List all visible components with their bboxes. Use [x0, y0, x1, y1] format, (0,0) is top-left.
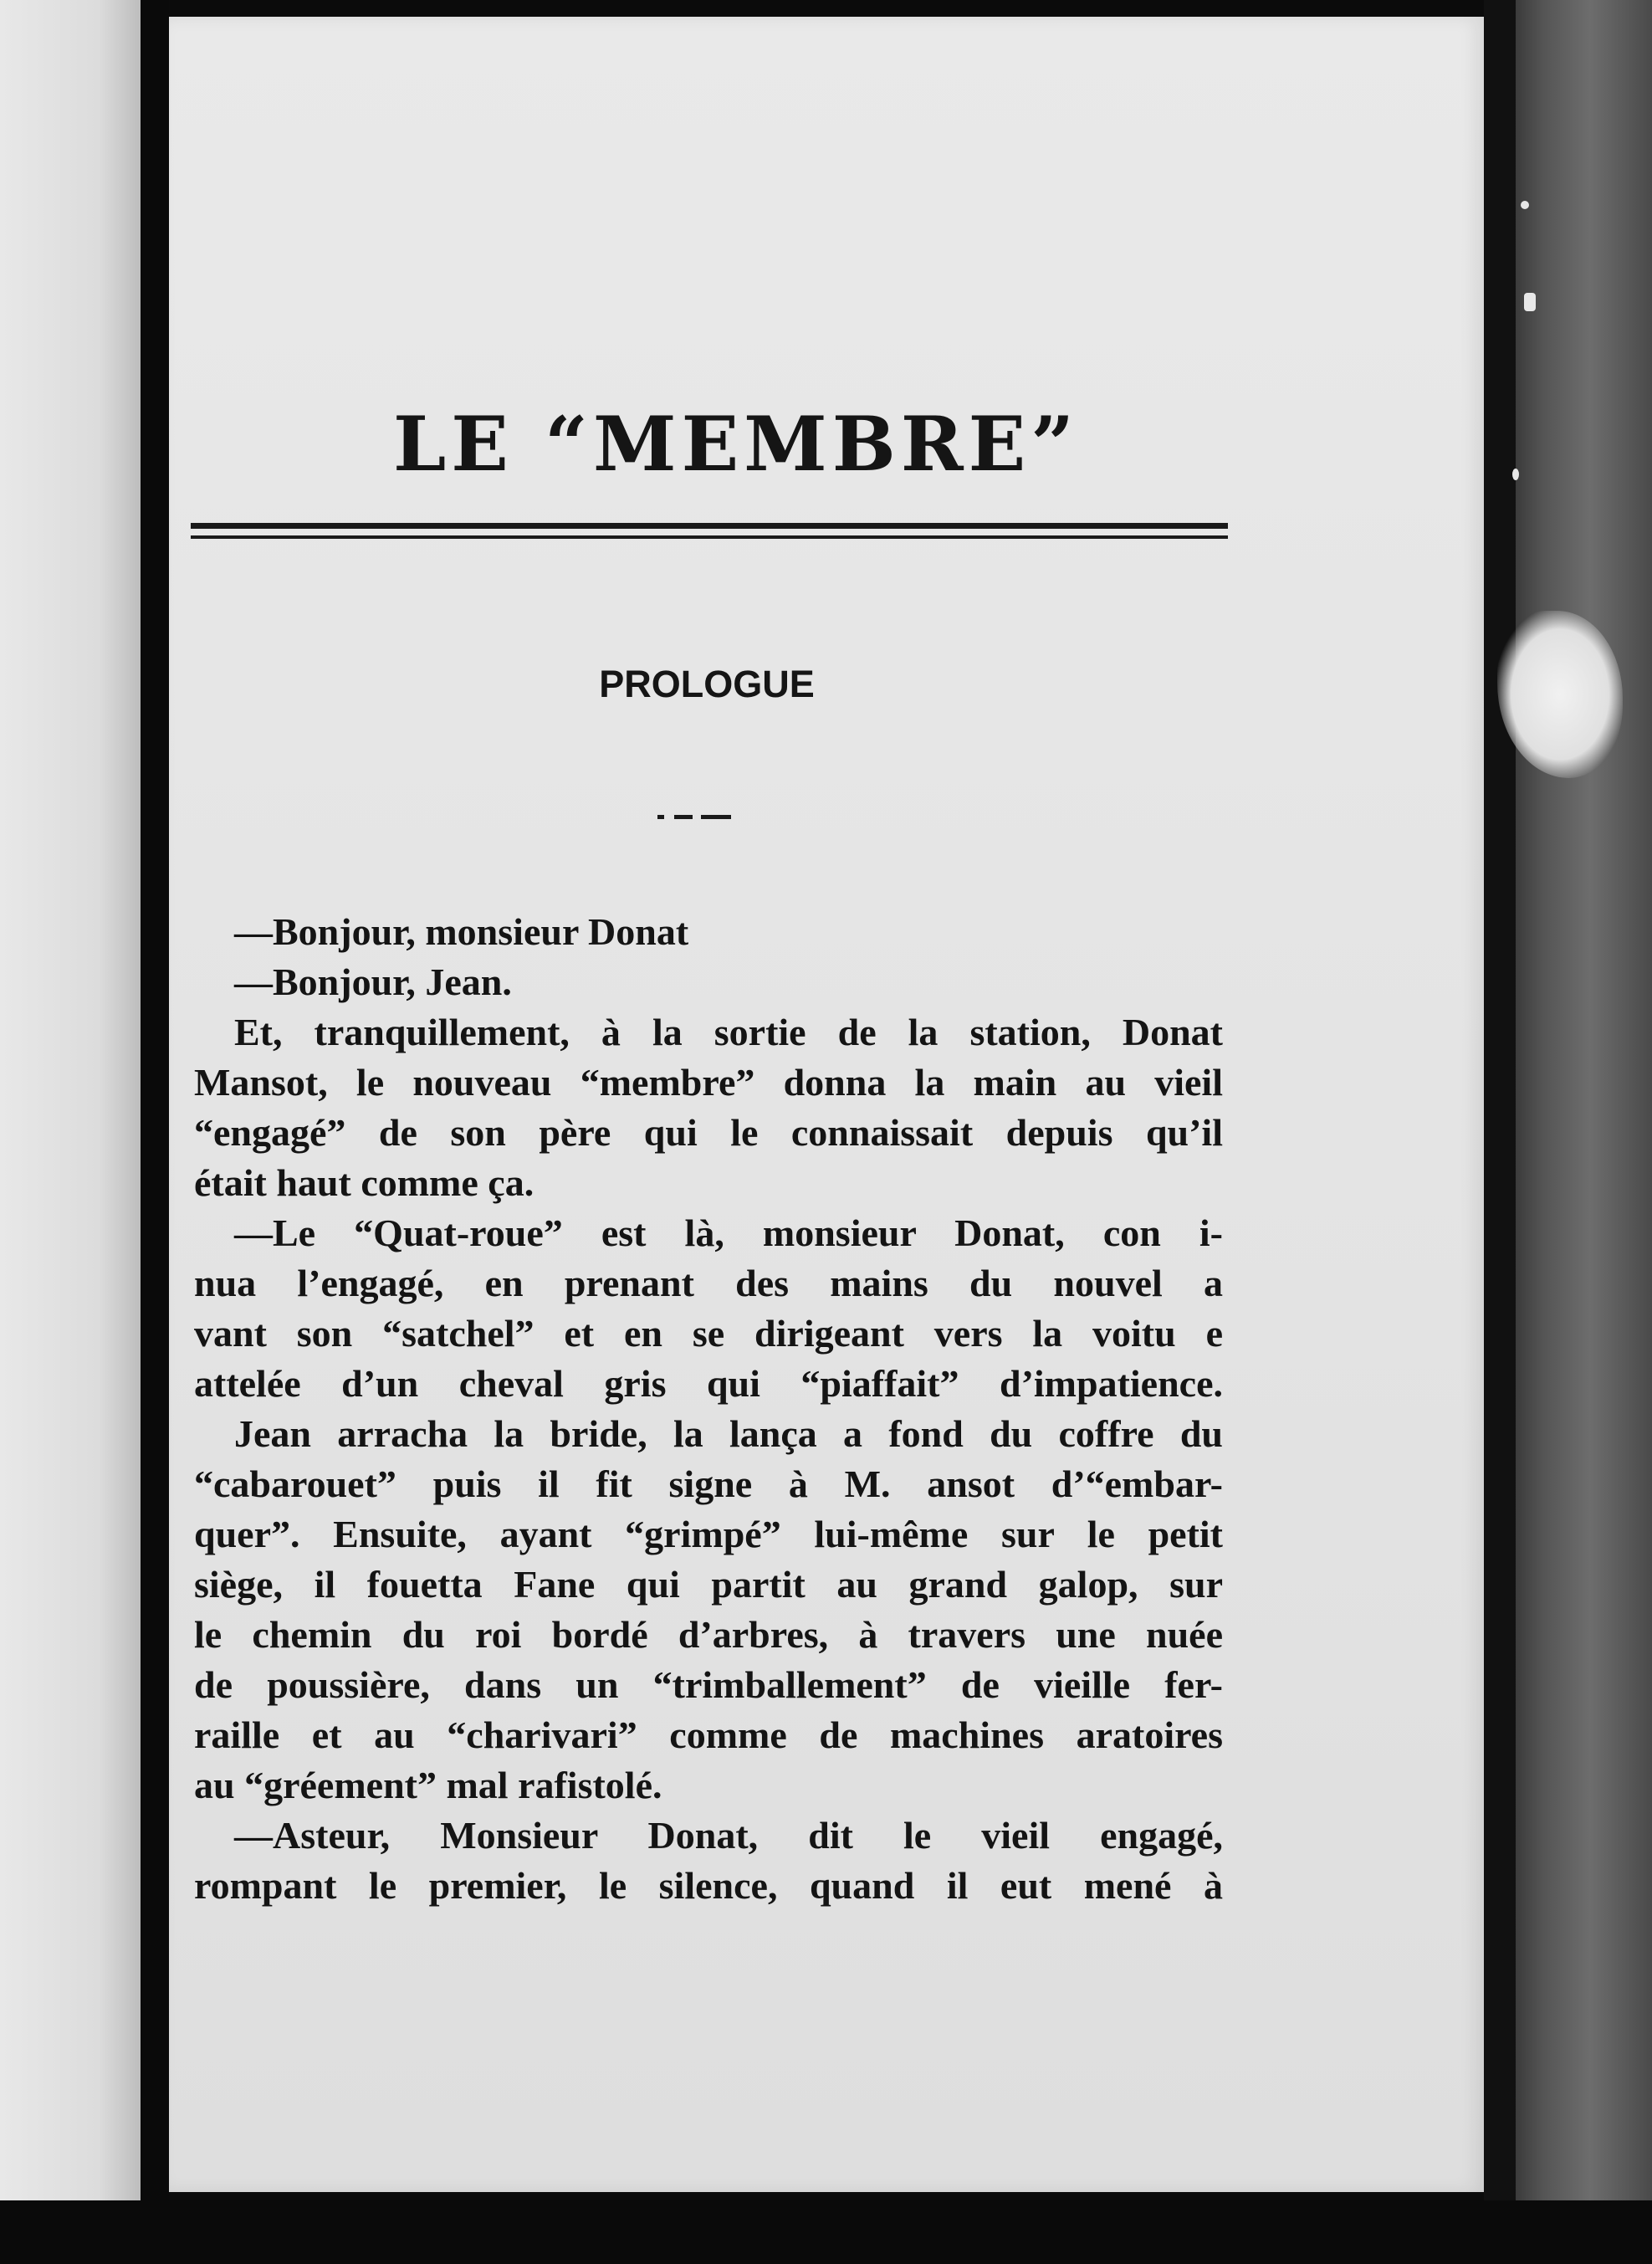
paragraph	[194, 1007, 1223, 1208]
page-edge-right	[1497, 0, 1652, 2209]
gutter-shadow	[141, 0, 169, 2264]
speck	[1524, 293, 1536, 311]
speck	[1521, 201, 1529, 209]
text-line: au “gréement” mal rafistolé.	[194, 1764, 662, 1806]
text-line: quer”. Ensuite, ayant “grimpé” lui-même sur le petit	[194, 1513, 1223, 1555]
text-line: —Bonjour, monsieur Donat	[234, 910, 689, 953]
paragraph	[194, 1409, 1223, 1811]
paragraph	[194, 907, 1223, 957]
section-heading: PROLOGUE	[599, 663, 815, 705]
bottom-border	[0, 2200, 1652, 2264]
speck	[1512, 469, 1519, 480]
paragraph	[194, 957, 1223, 1007]
text-line: de poussière, dans un “trimballement” de vieille fer-	[194, 1663, 1223, 1706]
title-rule-thick	[191, 523, 1228, 529]
text-line: Jean arracha la bride, la lança a fond du coffre du	[234, 1412, 1223, 1455]
paragraph	[194, 1811, 1223, 1911]
page-title: LE “MEMBRE”	[392, 400, 1080, 489]
text-line: siège, il fouetta Fane qui partit au grand galop, sur	[194, 1563, 1223, 1606]
text-line: —Le “Quat-roue” est là, monsieur Donat, con i-	[234, 1211, 1223, 1254]
text-line: Mansot, le nouveau “membre” donna la main au vieil	[194, 1061, 1223, 1104]
text-line: Et, tranquillement, à la sortie de la station, Donat	[234, 1011, 1223, 1053]
paragraph	[194, 1208, 1223, 1409]
text-line: raille et au “charivari” comme de machines aratoires	[194, 1713, 1223, 1756]
text-line: —Bonjour, Jean.	[234, 960, 512, 1003]
title-rule-thin	[191, 535, 1228, 539]
text-line: “engagé” de son père qui le connaissait depuis qu’il	[194, 1111, 1223, 1154]
text-line: vant son “satchel” et en se dirigeant vers la voitu e	[194, 1312, 1223, 1355]
text-line: attelée d’un cheval gris qui “piaffait” d’impatience.	[194, 1362, 1223, 1405]
text-line: “cabarouet” puis il fit signe à M. ansot d’“embar-	[194, 1462, 1223, 1505]
text-line: était haut comme ça.	[194, 1161, 534, 1204]
text-line: rompant le premier, le silence, quand il eut mené à	[194, 1864, 1223, 1907]
text-line: nua l’engagé, en prenant des mains du nouvel a	[194, 1262, 1223, 1304]
body-text	[194, 907, 1223, 1911]
section-separator	[657, 815, 733, 822]
text-line: —Asteur, Monsieur Donat, dit le vieil engagé,	[234, 1814, 1223, 1857]
text-line: le chemin du roi bordé d’arbres, à travers une nuée	[194, 1613, 1223, 1656]
right-border	[1484, 0, 1516, 2264]
facing-page-edge	[0, 0, 141, 2264]
